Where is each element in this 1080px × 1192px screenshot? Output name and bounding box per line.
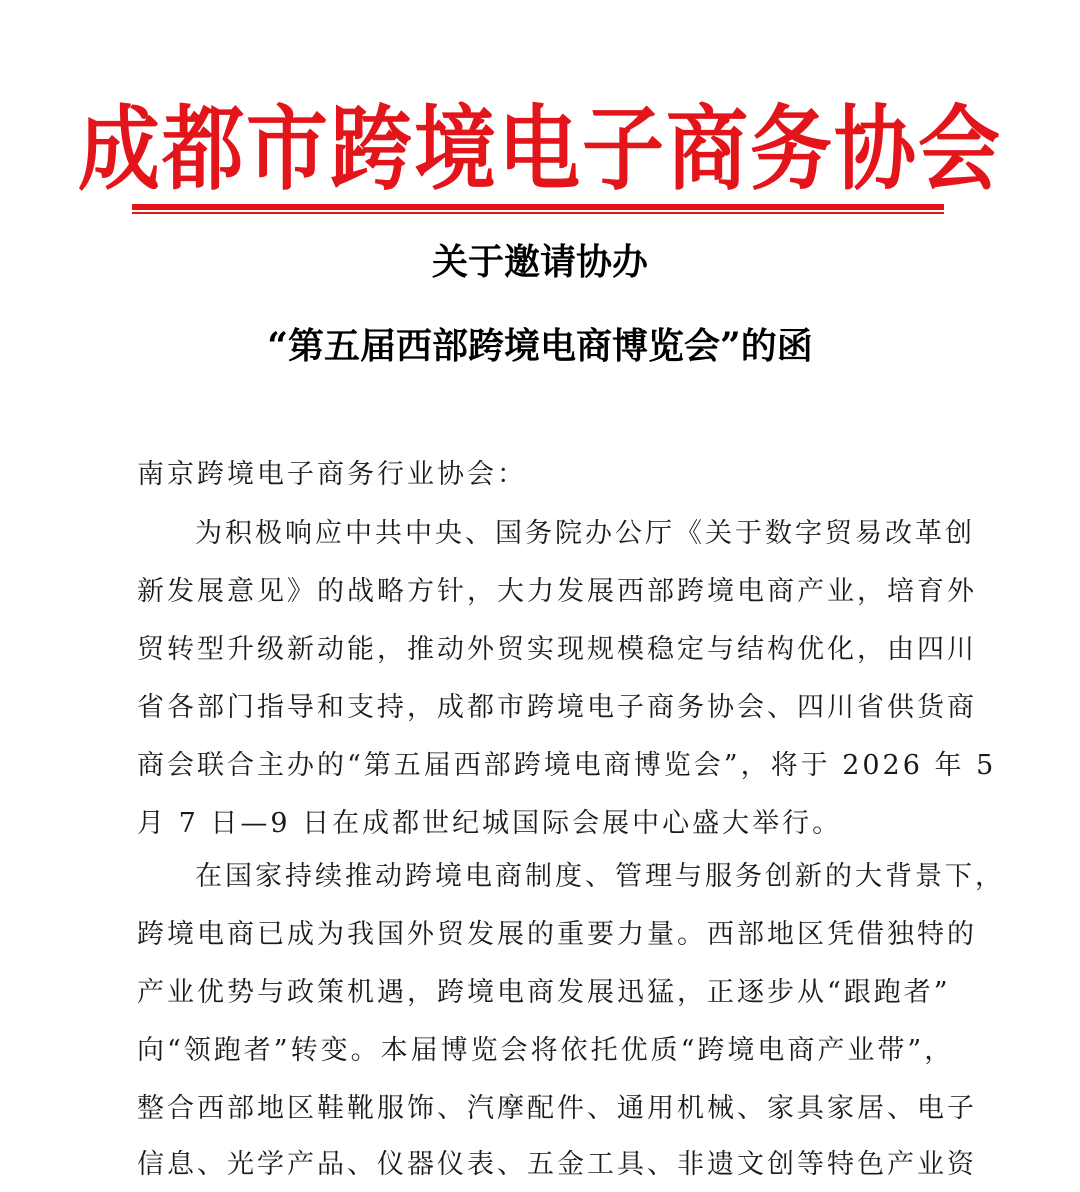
paragraph-2-line: 信息、光学产品、仪器仪表、五金工具、非遗文创等特色产业资 [137, 1149, 977, 1180]
letterhead-red-rule-thin [132, 212, 944, 214]
paragraph-2-line: 在国家持续推动跨境电商制度、管理与服务创新的大背景下， [195, 861, 1005, 892]
paragraph-1-line: 省各部门指导和支持，成都市跨境电子商务协会、四川省供货商 [137, 692, 977, 723]
salutation: 南京跨境电子商务行业协会： [137, 459, 527, 490]
letterhead-red-rule-thick [132, 204, 944, 210]
paragraph-1-line: 为积极响应中共中央、国务院办公厅《关于数字贸易改革创 [195, 518, 975, 549]
paragraph-2-line: 跨境电商已成为我国外贸发展的重要力量。西部地区凭借独特的 [137, 919, 977, 950]
paragraph-2-line: 整合西部地区鞋靴服饰、汽摩配件、通用机械、家具家居、电子 [137, 1093, 977, 1124]
document-title-line-2: “第五届西部跨境电商博览会”的函 [267, 325, 813, 367]
paragraph-1-line: 月 7 日—9 日在成都世纪城国际会展中心盛大举行。 [137, 808, 843, 839]
paragraph-1-line: 贸转型升级新动能，推动外贸实现规模稳定与结构优化，由四川 [137, 634, 977, 665]
paragraph-2-line: 向“领跑者”转变。本届博览会将依托优质“跨境电商产业带”， [137, 1035, 955, 1066]
document-title-line-1: 关于邀请协办 [431, 241, 648, 283]
letterhead-org-name: 成都市跨境电子商务协会 [77, 95, 1002, 204]
paragraph-2-line: 产业优势与政策机遇，跨境电商发展迅猛，正逐步从“跟跑者” [137, 977, 951, 1008]
paragraph-1-line: 商会联合主办的“第五届西部跨境电商博览会”，将于 2026 年 5 [137, 750, 997, 781]
paragraph-1-line: 新发展意见》的战略方针，大力发展西部跨境电商产业，培育外 [137, 576, 977, 607]
